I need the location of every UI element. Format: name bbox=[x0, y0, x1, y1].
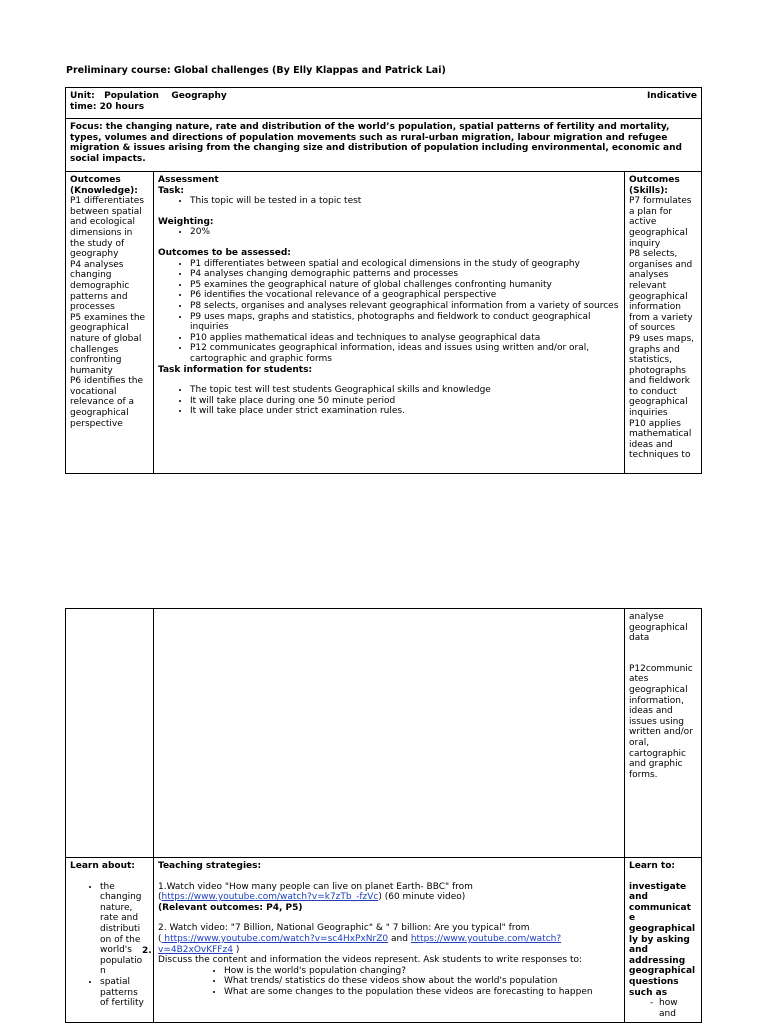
list-item: • How is the world's population changing? bbox=[224, 966, 620, 977]
strategy-2-links: ( https://www.youtube.com/watch?v=sc4HxPxNrZ0 and https://www.youtube.com/watch?v=4B2xOvKFFz4 ) bbox=[158, 933, 562, 955]
list-item: • It will take place during one 50 minute period bbox=[190, 396, 620, 407]
skills-body: P7 formulates a plan for active geographical inquiry P8 selects, organises and analyses relevant geographical information from a variety of sources P9 uses maps, graphs and statistics, photographs and fieldwork to conduct geographical inquiries P10 applies mathematical ideas and techniques to bbox=[629, 196, 695, 461]
list-item: • What trends/ statistics do these videos show about the world's population bbox=[224, 976, 620, 987]
teaching-heading: Teaching strategies: bbox=[158, 861, 262, 871]
video-link-are-you-typical[interactable]: https://www.youtube.com/watch?v=4B2xOvKFFz4 bbox=[158, 933, 562, 955]
outcomes-list bbox=[158, 259, 620, 365]
list-item: • P9 uses maps, graphs and statistics, photographs and fieldwork to conduct geographical inquiries bbox=[190, 312, 620, 333]
list-item: • This topic will be tested in a topic test bbox=[190, 196, 620, 207]
list-item: • P8 selects, organises and analyses relevant geographical information from a variety of sources bbox=[190, 301, 620, 312]
learn-about-heading: Learn about: bbox=[70, 861, 135, 871]
list-item: • P12 communicates geographical information, ideas and issues using written and/or oral, cartographic and graphic forms bbox=[190, 343, 620, 364]
list-item: • P1 differentiates between spatial and ecological dimensions in the study of geography bbox=[190, 259, 620, 270]
list-item: • spatial patterns of fertility bbox=[100, 977, 149, 1009]
empty-cell bbox=[154, 609, 625, 858]
video-link-7-billion[interactable]: https://www.youtube.com/watch?v=sc4HxPxNrZ0 bbox=[161, 933, 389, 944]
list-item: • 20% bbox=[190, 227, 620, 238]
strategy-2-text: 2. Watch video: "7 Billion, National Geographic" & " 7 billion: Are you typical" from bbox=[158, 923, 530, 934]
focus-cell bbox=[66, 119, 702, 172]
close-paren: ) bbox=[235, 944, 240, 955]
strategy-1-text: 1.Watch video "How many people can live on planet Earth- BBC" from bbox=[158, 881, 473, 892]
assessment-heading: Assessment bbox=[158, 175, 219, 185]
learn-to-list bbox=[629, 998, 697, 1019]
strategy-1-suffix: ) (60 minute video) bbox=[378, 892, 466, 903]
indicative-label: Indicative bbox=[646, 91, 697, 101]
knowledge-cell bbox=[66, 172, 154, 474]
document-title: Preliminary course: Global challenges (By Elly Klappas and Patrick Lai) bbox=[66, 65, 446, 76]
skills-heading: Outcomes (Skills): bbox=[629, 175, 680, 196]
list-item: • P4 analyses changing demographic patterns and processes bbox=[190, 269, 620, 280]
unit-time: time: 20 hours bbox=[70, 101, 145, 112]
weighting-list bbox=[158, 227, 620, 238]
list-item: • the changing nature, rate and distributi on of the world's populatio n bbox=[100, 882, 149, 977]
skills-cell bbox=[625, 172, 702, 474]
list-item: • P10 applies mathematical ideas and techniques to analyse geographical data bbox=[190, 333, 620, 344]
strategies-table bbox=[65, 608, 702, 1023]
skills-continued-p12: P12communic ates geographical information, ideas and issues using written and/or oral, cartographic and graphic forms. bbox=[629, 663, 693, 780]
list-item: • What are some changes to the population these videos are forecasting to happen bbox=[224, 987, 620, 998]
and-text: and bbox=[391, 933, 408, 944]
list-item: • P6 identifies the vocational relevance of a geographical perspective bbox=[190, 290, 620, 301]
knowledge-body: P1 differentiates between spatial and ecological dimensions in the study of geography P4 analyses changing demographic patterns and processes P5 examines the geographical nature of global challenges confronting humanity P6 identifies the vocational relevance of a geographical perspective bbox=[70, 196, 146, 429]
learn-about-cell bbox=[66, 858, 154, 1023]
list-item: • The topic test will test students Geographical skills and knowledge bbox=[190, 385, 620, 396]
strategy-1-link-line: (https://www.youtube.com/watch?v=k7zTb_-fzVc) (60 minute video) bbox=[158, 892, 466, 903]
list-item: - how and bbox=[659, 998, 697, 1019]
weighting-label: Weighting: bbox=[158, 216, 214, 227]
questions-list bbox=[158, 966, 620, 998]
strategy-1-outcomes: (Relevant outcomes: P4, P5) bbox=[158, 902, 303, 913]
task-list bbox=[158, 196, 620, 207]
unit-name: Unit: Population Geography bbox=[70, 91, 227, 101]
list-item: • P5 examines the geographical nature of global challenges confronting humanity bbox=[190, 280, 620, 291]
learn-about-list bbox=[70, 882, 149, 1009]
list-item: • It will take place under strict examination rules. bbox=[190, 406, 620, 417]
focus-text: Focus: the changing nature, rate and distribution of the world’s population, spatial patterns of fertility and mortality, types, volumes and directions of population movements such as rural-urban migration, labour migration and refugee migration & issues arising from the changing size and distribution of population including environmental, economic and social impacts. bbox=[70, 122, 682, 164]
strategy-2-number: 2. bbox=[142, 946, 152, 956]
task-info-list bbox=[158, 385, 620, 417]
learn-to-body: investigate and communicat e geographical ly by asking and addressing geographical questions such as bbox=[629, 881, 696, 998]
skills-continued-text: analyse geographical data bbox=[629, 612, 688, 644]
unit-header-cell bbox=[66, 88, 702, 119]
discuss-text: Discuss the content and information the videos represent. Ask students to write responses to: bbox=[158, 955, 583, 966]
video-link-bbc[interactable]: https://www.youtube.com/watch?v=k7zTb_-fzVc bbox=[161, 892, 379, 903]
learn-to-cell bbox=[625, 858, 702, 1023]
knowledge-heading: Outcomes (Knowledge): bbox=[70, 175, 138, 196]
assessment-cell bbox=[154, 172, 625, 474]
outcomes-label: Outcomes to be assessed: bbox=[158, 247, 291, 258]
empty-cell bbox=[66, 609, 154, 858]
skills-continued-cell bbox=[625, 609, 702, 858]
task-label: Task: bbox=[158, 185, 184, 196]
unit-table bbox=[65, 87, 702, 474]
learn-to-heading: Learn to: bbox=[629, 861, 675, 871]
task-info-label: Task information for students: bbox=[158, 364, 313, 375]
teaching-strategies-cell bbox=[142, 858, 625, 1023]
